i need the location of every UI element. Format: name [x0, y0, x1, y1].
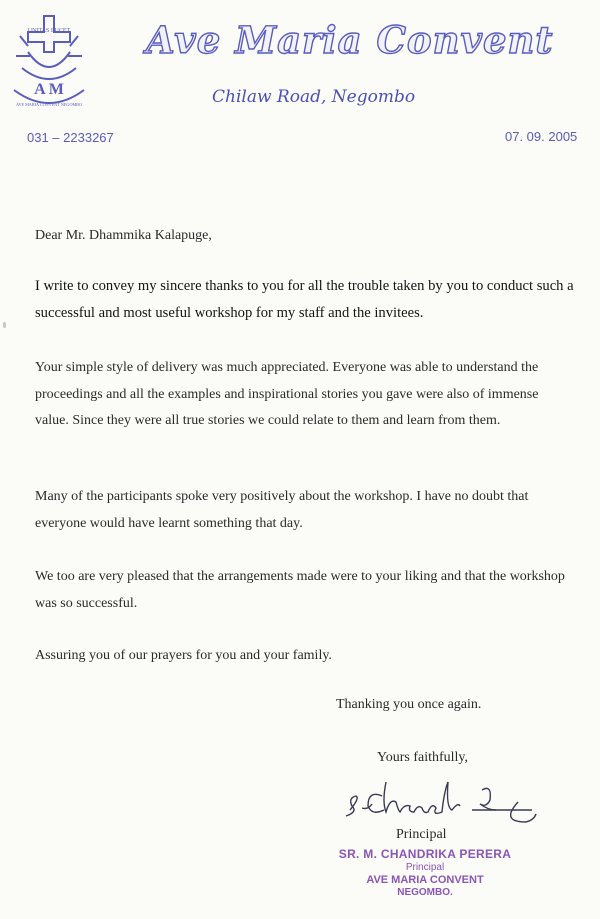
signer-title: Principal — [396, 827, 447, 842]
stamp-name: SR. M. CHANDRIKA PERERA — [338, 847, 512, 861]
convent-crest-icon — [8, 12, 90, 114]
school-address: Chilaw Road, Negombo — [212, 87, 416, 107]
paragraph-delivery: Your simple style of delivery was much appreciated. Everyone was able to understand the proceedings and all the examples and inspirational stories you gave were also of immense value. Since they were all true stories we could relate to them and learn from them. — [35, 360, 539, 428]
paragraph-arrangements: We too are very pleased that the arrangements made were to your liking and that the workshop was so successful. — [35, 569, 565, 611]
stamp-school: AVE MARIA CONVENT — [366, 874, 484, 886]
stamp-role: Principal — [405, 862, 445, 873]
paragraph-prayers: Assuring you of our prayers for you and your family. — [35, 648, 332, 663]
closing: Yours faithfully, — [377, 750, 469, 765]
paragraph-thanks: I write to convey my sincere thanks to you for all the trouble taken by you to conduct such a successful and most useful workshop for my staff and the invitees. — [35, 278, 574, 321]
salutation: Dear Mr. Dhammika Kalapuge, — [35, 228, 212, 243]
signature — [342, 772, 572, 832]
svg-text:A M: A M — [34, 81, 64, 98]
school-name: Ave Maria Convent — [146, 18, 554, 62]
stamp-town: NEGOMBO. — [397, 887, 453, 898]
paper-mark — [3, 322, 6, 328]
official-stamp — [300, 847, 550, 898]
letter-date: 07. 09. 2005 — [505, 129, 578, 144]
paragraph-participants: Many of the participants spoke very positively about the workshop. I have no doubt that everyone would have learnt something that day. — [35, 489, 529, 531]
phone-number: 031 – 2233267 — [27, 130, 114, 145]
svg-text:UNITAS LUCET: UNITAS LUCET — [27, 28, 71, 34]
svg-text:AVE MARIA CONVENT NEGOMBO: AVE MARIA CONVENT NEGOMBO — [15, 102, 83, 107]
closing-thanks: Thanking you once again. — [336, 697, 482, 712]
